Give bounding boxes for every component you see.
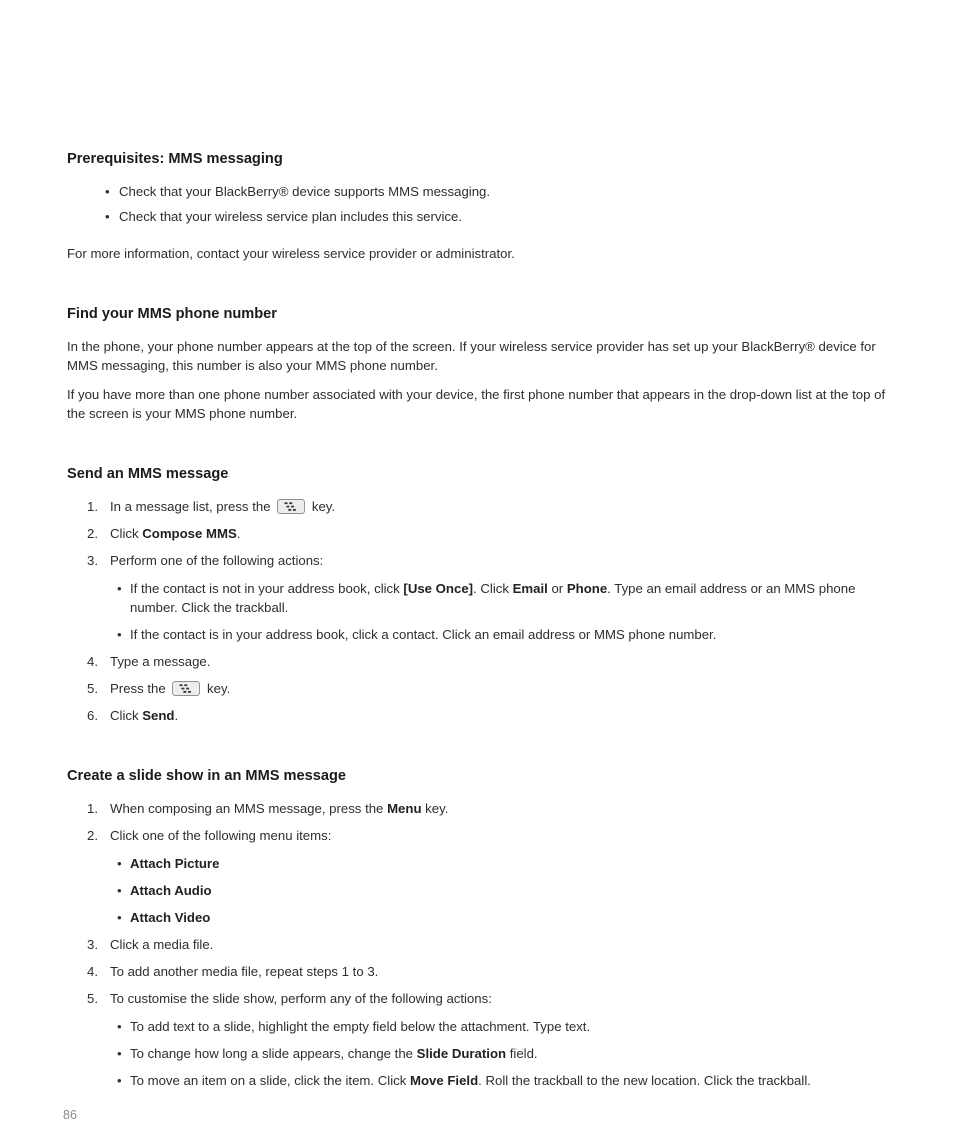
text-run: If the contact is not in your address book, click bbox=[130, 581, 404, 596]
section-heading: Find your MMS phone number bbox=[67, 306, 277, 322]
item-number: 3. bbox=[87, 553, 98, 568]
emphasis-text: [Use Once] bbox=[403, 581, 474, 596]
numbered-item-text bbox=[110, 826, 886, 927]
bullet-list bbox=[67, 182, 886, 226]
item-number: 5. bbox=[87, 681, 98, 696]
text-run: To add another media file, repeat steps 1 to 3. bbox=[110, 964, 379, 979]
numbered-item-text bbox=[110, 706, 886, 725]
text-run: Click one of the following menu items: bbox=[110, 828, 332, 843]
text-run: key. bbox=[308, 499, 336, 514]
item-number: 1. bbox=[87, 801, 98, 816]
text-run: Click bbox=[110, 708, 143, 723]
numbered-item bbox=[67, 826, 886, 927]
numbered-item bbox=[67, 679, 886, 698]
numbered-item-text bbox=[110, 679, 886, 698]
text-run: To move an item on a slide, click the item. Click bbox=[130, 1073, 410, 1088]
paragraph bbox=[67, 337, 886, 375]
text-run: . Type an email address or an MMS phone number. Click the trackball. bbox=[130, 581, 856, 615]
text-run: field. bbox=[506, 1046, 538, 1061]
emphasis-text: Move Field bbox=[409, 1073, 479, 1088]
text-run: If you have more than one phone number associated with your device, the first phone number that appears in the drop-down list at the top of the screen is your MMS phone number. bbox=[67, 387, 886, 421]
emphasis-text: Send bbox=[142, 708, 175, 723]
numbered-item bbox=[67, 652, 886, 671]
blackberry-menu-key-icon bbox=[277, 499, 305, 514]
item-number: 5. bbox=[87, 991, 98, 1006]
text-run: Check that your wireless service plan includes this service. bbox=[119, 209, 463, 224]
item-number: 2. bbox=[87, 828, 98, 843]
numbered-item bbox=[67, 935, 886, 954]
numbered-list bbox=[67, 799, 886, 1090]
emphasis-text: Menu bbox=[387, 801, 422, 816]
numbered-item bbox=[67, 799, 886, 818]
emphasis-text: Phone bbox=[566, 581, 608, 596]
text-run: Type a message. bbox=[110, 654, 211, 669]
list-item bbox=[110, 579, 886, 617]
numbered-item-text bbox=[110, 524, 886, 543]
page-number: 86 bbox=[63, 1108, 77, 1122]
item-number: 3. bbox=[87, 937, 98, 952]
text-run: When composing an MMS message, press the bbox=[110, 801, 388, 816]
sub-bullet-list bbox=[110, 579, 886, 644]
text-run: . bbox=[174, 708, 179, 723]
list-item-text bbox=[130, 883, 212, 898]
emphasis-text: Slide Duration bbox=[416, 1046, 507, 1061]
section-heading: Create a slide show in an MMS message bbox=[67, 768, 346, 784]
numbered-item bbox=[67, 989, 886, 1090]
bullet-marker: • bbox=[117, 883, 122, 898]
list-item-text bbox=[119, 209, 462, 224]
bullet-marker: • bbox=[117, 581, 122, 596]
list-item-text bbox=[130, 581, 855, 615]
bullet-marker: • bbox=[105, 184, 110, 199]
section-heading: Send an MMS message bbox=[67, 466, 229, 482]
list-item bbox=[110, 881, 886, 900]
text-run: Perform one of the following actions: bbox=[110, 553, 324, 568]
bullet-marker: • bbox=[117, 1073, 122, 1088]
emphasis-text: Email bbox=[512, 581, 548, 596]
blackberry-menu-key-icon bbox=[172, 681, 200, 696]
text-run: Click a media file. bbox=[110, 937, 214, 952]
numbered-item-text bbox=[110, 935, 886, 954]
numbered-item-text bbox=[110, 962, 886, 981]
text-run: Press the bbox=[110, 681, 170, 696]
text-run: or bbox=[547, 581, 567, 596]
sub-bullet-list bbox=[110, 1017, 886, 1090]
numbered-list bbox=[67, 497, 886, 725]
text-run: . bbox=[236, 526, 241, 541]
list-item-text bbox=[119, 184, 490, 199]
emphasis-text: Attach Audio bbox=[130, 883, 212, 898]
item-number: 4. bbox=[87, 964, 98, 979]
numbered-item bbox=[67, 551, 886, 644]
numbered-item bbox=[67, 962, 886, 981]
numbered-item-text bbox=[110, 652, 886, 671]
list-item bbox=[110, 625, 886, 644]
text-run: To change how long a slide appears, change the bbox=[130, 1046, 417, 1061]
sub-bullet-list bbox=[110, 854, 886, 927]
list-item bbox=[67, 182, 886, 201]
text-run: . Roll the trackball to the new location. Click the trackball. bbox=[478, 1073, 811, 1088]
item-number: 1. bbox=[87, 499, 98, 514]
list-item-text bbox=[130, 910, 210, 925]
item-number: 6. bbox=[87, 708, 98, 723]
text-run: To add text to a slide, highlight the empty field below the attachment. Type text. bbox=[130, 1019, 591, 1034]
bullet-marker: • bbox=[105, 209, 110, 224]
item-number: 2. bbox=[87, 526, 98, 541]
list-item bbox=[110, 1071, 886, 1090]
text-run: If the contact is in your address book, click a contact. Click an email address or MMS phone number. bbox=[130, 627, 717, 642]
list-item-text bbox=[130, 627, 716, 642]
list-item bbox=[110, 1017, 886, 1036]
bullet-marker: • bbox=[117, 1046, 122, 1061]
numbered-item-text bbox=[110, 989, 886, 1090]
text-run: Click bbox=[110, 526, 143, 541]
text-run: For more information, contact your wireless service provider or administrator. bbox=[67, 246, 515, 261]
bullet-marker: • bbox=[117, 1019, 122, 1034]
section-heading: Prerequisites: MMS messaging bbox=[67, 151, 283, 167]
text-run: Check that your BlackBerry® device supports MMS messaging. bbox=[119, 184, 491, 199]
list-item bbox=[67, 207, 886, 226]
list-item bbox=[110, 1044, 886, 1063]
text-run: In the phone, your phone number appears at the top of the screen. If your wireless service provider has set up your BlackBerry® device for MMS messaging, this number is also your MMS phone number. bbox=[67, 339, 876, 373]
list-item-text bbox=[130, 1019, 590, 1034]
numbered-item bbox=[67, 497, 886, 516]
numbered-item-text bbox=[110, 551, 886, 644]
list-item-text bbox=[130, 1046, 538, 1061]
text-run: key. bbox=[421, 801, 449, 816]
text-run: In a message list, press the bbox=[110, 499, 275, 514]
emphasis-text: Attach Video bbox=[130, 910, 211, 925]
emphasis-text: Attach Picture bbox=[130, 856, 220, 871]
numbered-item-text bbox=[110, 799, 886, 818]
text-run: . Click bbox=[473, 581, 513, 596]
bullet-marker: • bbox=[117, 910, 122, 925]
paragraph bbox=[67, 385, 886, 423]
text-run: key. bbox=[203, 681, 231, 696]
bullet-marker: • bbox=[117, 627, 122, 642]
paragraph bbox=[67, 244, 886, 263]
list-item bbox=[110, 908, 886, 927]
list-item bbox=[110, 854, 886, 873]
bullet-marker: • bbox=[117, 856, 122, 871]
numbered-item bbox=[67, 706, 886, 725]
list-item-text bbox=[130, 856, 219, 871]
list-item-text bbox=[130, 1073, 811, 1088]
text-run: To customise the slide show, perform any of the following actions: bbox=[110, 991, 492, 1006]
emphasis-text: Compose MMS bbox=[142, 526, 237, 541]
numbered-item bbox=[67, 524, 886, 543]
item-number: 4. bbox=[87, 654, 98, 669]
numbered-item-text bbox=[110, 497, 886, 516]
